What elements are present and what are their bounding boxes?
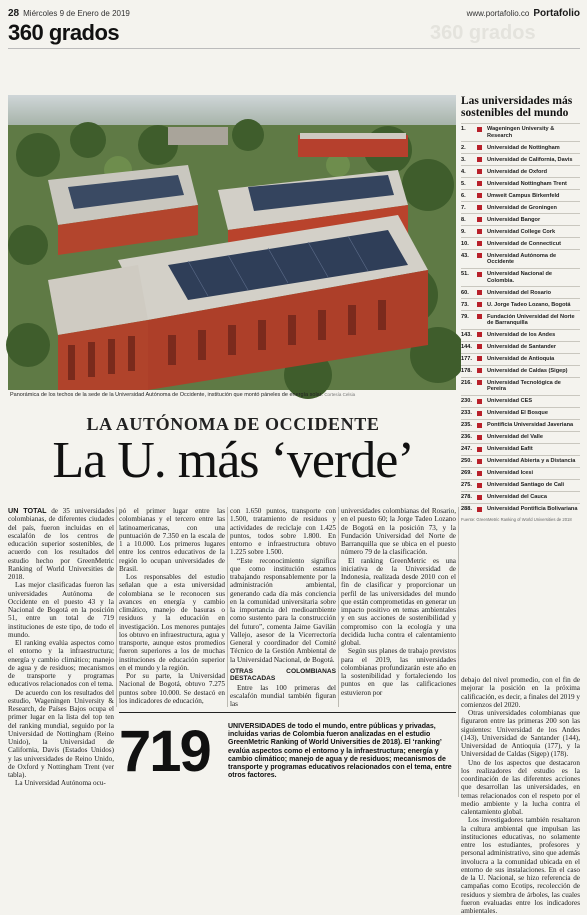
ranking-university-name: Universidad El Bosque [487,410,548,417]
campus-aerial-illustration [8,95,456,390]
ranking-item [461,153,580,165]
header-rule [8,48,580,49]
ranking-university-name: Universidad de Connecticut [487,240,561,247]
article-column-2 [119,507,225,707]
ranking-item [461,479,580,491]
ranking-position: 51. [461,271,469,278]
ranking-university-name: Universidad Tecnológica de Pereira [487,379,561,393]
ranking-university-name: Universidad del Rosario [487,289,552,296]
article-paragraph: Los responsables del estudio señalan que a esta universidad colombiana se le reconocen sus avances en energía y cambio climático, manejo de basuras o residuos y la educación en investigación. Los menores puntajes los obtuvo en infraestructura, agua y transporte, aunque estos promedios fueron superiores a los de muchas instituciones de educación superior en el mundo y la región. [119,573,225,672]
ranking-position: 9. [461,228,466,235]
ranking-item [461,213,580,225]
caption-text: Panorámica de los techos de la sede de la Universidad Autónoma de Occidente, institución que montó páneles de energía solar. [10,392,323,398]
ranking-university-name: Universidad College Cork [487,228,556,235]
issue-date: Miércoles 9 de Enero de 2019 [23,8,130,18]
ranking-position: 250. [461,458,472,465]
ranking-bullet-icon [477,205,482,210]
ranking-position: 10. [461,240,469,247]
ranking-title: Las universidades más sostenibles del mundo [461,95,573,119]
column-rule [227,507,228,707]
ranking-position: 3. [461,156,466,163]
ranking-bullet-icon [477,272,482,277]
ranking-item [461,165,580,177]
article-column-5 [461,676,580,915]
ranking-bullet-icon [477,471,482,476]
ranking-item [461,177,580,189]
ranking-position: 6. [461,192,466,199]
ranking-university-name: Universidad CES [487,398,533,405]
ranking-item [461,419,580,431]
ranking-position: 79. [461,313,469,320]
ranking-item [461,395,580,407]
ranking-university-name: Universidad de Groningen [487,204,557,211]
ranking-bullet-icon [477,302,482,307]
article-paragraph: “Este reconocimiento significa que como institución estamos trabajando responsablemente por la administración ambiental, generando cada día más conciencia en la comunidad universitaria sobre la importancia del medioambiente como sustento para la construcción del futuro”, comenta Jaime Gavilán Vallejo, asesor de la Vicerrectoría General y coordinador del Comité Técnico de la Gestión Ambiental de la Universidad Nacional, de Bogotá. [230,556,336,664]
article-paragraph [8,507,114,581]
column-rule [338,507,339,707]
article-column-1 [8,507,114,795]
article-paragraph: Otras universidades colombianas que figuraron entre las primeras 200 son las siguientes: Universidad de los Andes (143), Universidad de Santander (144), Universidad de Antioquia (177), y la Universidad de Caldas (Sigep) (178). [461,709,580,759]
ranking-bullet-icon [477,411,482,416]
ranking-university-name: Wageningen University & Research [487,126,555,139]
ranking-bullet-icon [477,145,482,150]
ranking-item [461,268,580,286]
ranking-item [461,286,580,298]
article-paragraph: universidades colombianas del Rosario, en el puesto 60; la Jorge Tadeo Lozano de Bogotá en la posición 73, y la Fundación Universidad del Norte de Barranquilla que se ubica en el puesto número 79 de la clasificación. [341,507,456,557]
ranking-position: 43. [461,252,469,259]
ranking-bullet-icon [477,332,482,337]
ranking-list [461,123,580,515]
ranking-bullet-icon [477,447,482,452]
ranking-item [461,455,580,467]
ranking-bullet-icon [477,314,482,319]
article-lead-text: de 35 universidades colombianas, de diferentes ciudades del país, fueron incluidas en el escalafón de los centros de educación superior sostenibles, de acuerdo con los resultados del estudio hecho por GreenMetric Ranking of World Universities de 2018. [8,507,114,581]
ranking-university-name: Universidad de California, Davis [487,156,573,163]
ranking-item [461,237,580,249]
ranking-university-name: Universidad de Nottingham [487,144,560,151]
ranking-position: 278. [461,494,472,501]
page-number: 28 [8,7,20,19]
ranking-bullet-icon [477,241,482,246]
ranking-item [461,341,580,353]
ranking-position: 247. [461,446,472,453]
ranking-university-name: Universidad de Caldas (Sigep) [487,367,568,374]
ranking-bullet-icon [477,483,482,488]
stat-description: UNIVERSIDADES de todo el mundo, entre públicas y privadas, incluidas varias de Colombia fueron analizadas en el estudio GreenMetric Ranking of World Universities de 2018). El ‘ranking’ evalúa aspectos como el entorno y la infraestructura; energía y cambio climático; manejo de agua y de residuos; mecanismos de transporte y programas educativos relacionados con el tema, entre otros factores. [228,723,452,780]
ranking-item [461,365,580,377]
ranking-position: 5. [461,180,466,187]
ranking-item [461,310,580,328]
ranking-university-name: Universidad del Valle [487,434,543,441]
ranking-position: 7. [461,204,466,211]
ranking-position: 4. [461,168,466,175]
ranking-item [461,353,580,365]
ranking-item [461,141,580,153]
ranking-university-name: Universidad de los Andes [487,331,556,338]
ranking-bullet-icon [477,507,482,512]
ranking-university-name: Universidad Autónoma de Occidente [487,252,557,266]
ranking-position: 230. [461,398,472,405]
ranking-position: 144. [461,343,472,350]
ranking-university-name: Fundación Universidad del Norte de Barranquilla [487,313,575,326]
ranking-item [461,431,580,443]
ranking-item [461,407,580,419]
ranking-position: 8. [461,216,466,223]
ranking-bullet-icon [477,399,482,404]
photo-credit: Cortesía Celsia [324,392,356,397]
ranking-university-name: Universidad Nacional de Colombia. [487,271,552,284]
article-paragraph: De acuerdo con los resultados del estudio, Wageningen University & Research, de Países Bajos ocupa el primer lugar en la lista del top ten del ranking mundial, seguido por la Universidad de Nottingham (Reino Unido), la Universidad de California, Davis (Estados Unidos) y las universidades de Reino Unido, de Oxford y Nottingham Trent (ver tabla). [8,688,114,779]
ranking-bullet-icon [477,459,482,464]
ranking-university-name: Universidad Nottingham Trent [487,180,567,187]
ranking-bullet-icon [477,193,482,198]
ranking-item [461,491,580,503]
ranking-position: 236. [461,434,472,441]
ranking-position: 269. [461,470,472,477]
ranking-position: 216. [461,379,472,386]
column-rule [458,507,459,797]
ranking-university-name: Universidad Pontificia Bolivariana [487,506,578,513]
stat-number: 719 [119,719,210,784]
ranking-bullet-icon [477,435,482,440]
article-paragraph: El ranking evalúa aspectos como el entorno y la infraestructura; energía y cambio climático; manejo de agua y de residuos; mecanismos de transporte y programas educativos relacionados con el tema. [8,639,114,689]
article-paragraph: Por su parte, la Universidad Nacional de Bogotá, obtuvo 7.275 puntos sobre 10.000. Se destacó en los indicadores de educación, [119,672,225,705]
article-paragraph: debajo del nivel promedio, con el fin de mejorar la posición en la próxima calificación, es decir, a finales del 2019 y comienzos del 2020. [461,676,580,709]
ranking-item [461,503,580,515]
photo-caption [10,392,456,398]
article-paragraph: Uno de los aspectos que destacaron los realizadores del estudio es la coordinación de las diferentes acciones que desarrollan las universidades, en temas relacionados con el respeto por el medio ambiente y la lucha contra el calentamiento global. [461,758,580,816]
ranking-university-name: Universidad Santiago de Cali [487,482,565,489]
ranking-bullet-icon [477,380,482,385]
section-title-bleed: 360 grados [430,22,536,44]
ranking-university-name: Universidad Abierta y a Distancia [487,458,576,465]
site-url[interactable]: www.portafolio.co [466,8,530,18]
ranking-item [461,329,580,341]
article-paragraph: con 1.650 puntos, transporte con 1.500, tratamiento de residuos y actividades de reciclaje con 1.425 puntos, todos sobre 1.800. En entorno e infraestructura obtuvo 1.225 sobre 1.500. [230,507,336,557]
article-paragraph: El ranking GreenMetric es una iniciativa de la Universidad de Indonesia, realizada desde 2010 con el fin de clasificar y proporcionar un perfil de las universidades del mundo que están comprometidas en generar un impacto positivo en temas ambientales y en sus acciones de sostenibilidad y compromiso con la ecología y una decidida lucha contra el calentamiento global. [341,556,456,647]
article-column-4 [341,507,456,707]
headline-title: La U. más ‘verde’ [52,432,414,489]
ranking-item [461,443,580,455]
article-column-3 [230,507,336,707]
ranking-university-name: Umweit Campus Birkenfeld [487,192,560,199]
headline-kicker: LA AUTÓNOMA DE OCCIDENTE [86,414,380,434]
ranking-bullet-icon [477,423,482,428]
ranking-position: 177. [461,355,472,362]
ranking-item [461,189,580,201]
ranking-position: 275. [461,482,472,489]
article-lead: UN TOTAL [8,506,47,515]
ranking-position: 233. [461,410,472,417]
ranking-bullet-icon [477,157,482,162]
ranking-item [461,298,580,310]
ranking-bullet-icon [477,253,482,258]
ranking-item [461,467,580,479]
ranking-position: 1. [461,126,466,133]
ranking-position: 178. [461,367,472,374]
ranking-bullet-icon [477,368,482,373]
ranking-item [461,123,580,141]
ranking-university-name: Universidad Icesi [487,470,534,477]
ranking-position: 60. [461,289,469,296]
ranking-bullet-icon [477,181,482,186]
ranking-university-name: Universidad del Cauca [487,494,547,501]
ranking-university-name: Universidad de Oxford [487,168,547,175]
article-paragraph: Entre las 100 primeras del escalafón mundial también figuran las [230,683,336,709]
article-subheading: OTRAS COLOMBIANAS DESTACADAS [230,667,336,683]
article-paragraph: Según sus planes de trabajo previstos para el 2019, las universidades colombianas profundizarán este año en la sostenibilidad y fortaleciendo los puntos en que las calificaciones estuvieron por [341,647,456,697]
campus-photo [8,95,456,390]
ranking-position: 2. [461,144,466,151]
ranking-bullet-icon [477,495,482,500]
page-header [8,6,580,20]
ranking-item [461,225,580,237]
section-title: 360 grados [8,20,120,45]
ranking-item [461,201,580,213]
column-rule [116,507,117,707]
article-paragraph: La Universidad Autónoma ocu- [15,779,106,788]
article-paragraph: Los investigadores también resaltaron la cultura ambiental que impulsan las instituciones educativas, no solamente entre los estudiantes, profesores y personal administrativo, sino que además involucra a la comunidad ubicada en el entorno de sus instalaciones. En el caso de la U. Nacional, se hizo referencia de campañas como Ecotips, recolección de residuos y siembra de árboles, las cuales fueron evaluadas entre los indicadores ambientales. [461,816,580,915]
ranking-source: Fuente: GreenMetric Ranking of World Universities de 2018 [461,517,572,523]
ranking-bullet-icon [477,344,482,349]
ranking-university-name: U. Jorge Tadeo Lozano, Bogotá [487,301,571,308]
ranking-bullet-icon [477,229,482,234]
ranking-position: 235. [461,422,472,429]
ranking-position: 143. [461,331,472,338]
ranking-university-name: Universidad Eafit [487,446,533,453]
ranking-position: 73. [461,301,469,308]
ranking-item [461,249,580,267]
ranking-university-name: Universidad Bangor [487,216,541,223]
article-paragraph: pó el primer lugar entre las colombianas y el tercero entre las latinoamericanas, con una puntuación de 7.350 en la escala de 1 a 10.000. Los primeros lugares entre los centros educativos de la región lo ocupan universidades de Brasil. [119,507,225,573]
ranking-bullet-icon [477,290,482,295]
brand-logo: Portafolio [533,7,580,19]
ranking-bullet-icon [477,217,482,222]
ranking-bullet-icon [477,169,482,174]
ranking-university-name: Universidad de Antioquia [487,355,555,362]
ranking-bullet-icon [477,127,482,132]
ranking-university-name: Pontificia Universidad Javeriana [487,422,574,429]
ranking-bullet-icon [477,356,482,361]
ranking-sidebar [461,95,580,670]
article-paragraph: Las mejor clasificadas fueron las universidades Autónoma de Occidente en el puesto 43 y la Nacional de Bogotá en la posición 51, entre un total de 719 instituciones de este tipo, de todo el mundo. [8,581,114,639]
ranking-university-name: Universidad de Santander [487,343,557,350]
ranking-position: 288. [461,506,472,513]
ranking-item [461,377,580,395]
